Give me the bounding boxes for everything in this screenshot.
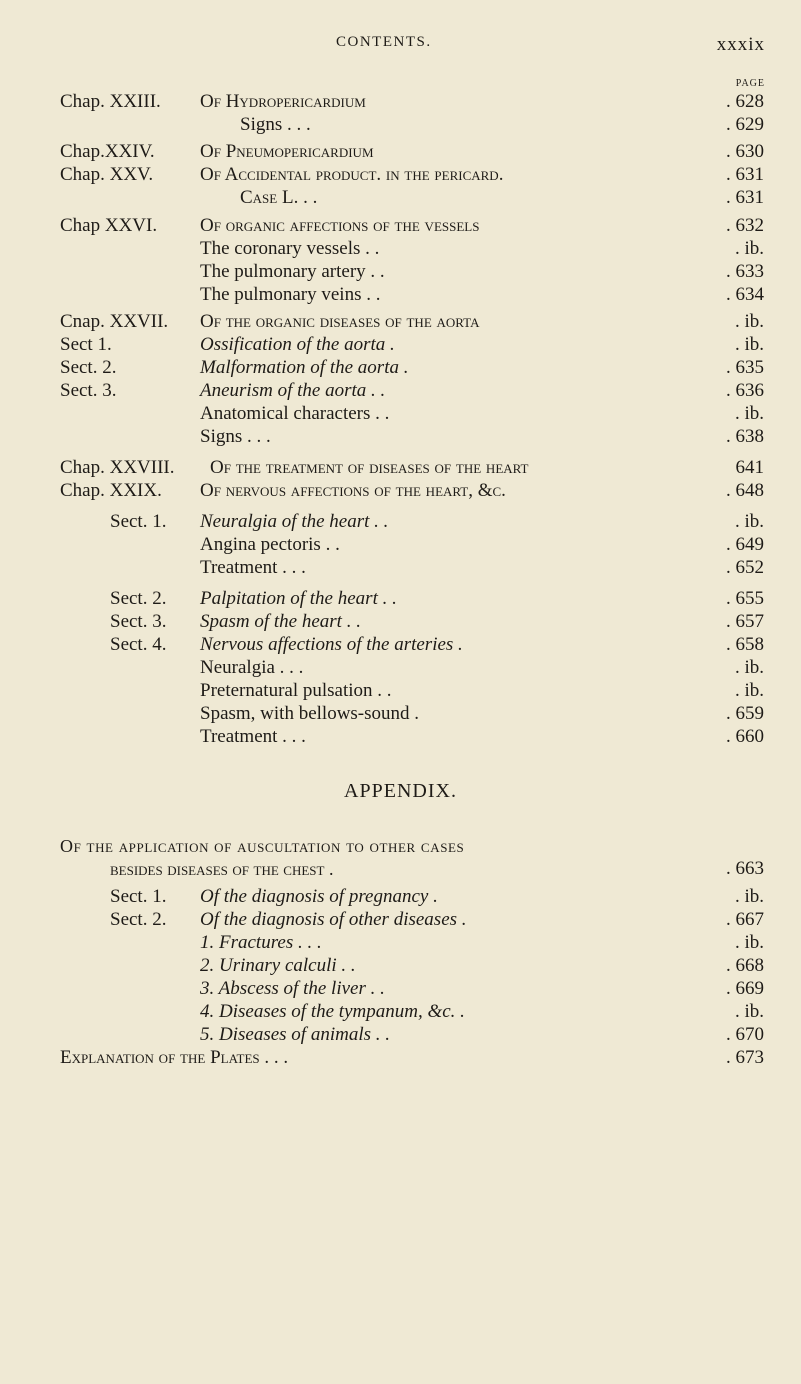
toc-entry	[0, 214, 801, 238]
entry-label: Sect. 2.	[110, 588, 167, 609]
entry-page: . ib.	[734, 886, 764, 907]
toc-entry	[0, 90, 801, 114]
toc-entry	[0, 237, 801, 261]
appendix-intro-line: Of the application of auscultation to other cases	[60, 836, 465, 856]
entry-page: . ib.	[734, 403, 764, 424]
toc-entry	[0, 402, 801, 426]
entry-page: . 667	[726, 909, 764, 930]
entry-title: Palpitation of the heart . .	[200, 588, 397, 609]
entry-title: Signs . . .	[240, 114, 311, 135]
entry-label: Sect 1.	[60, 334, 112, 355]
entry-title: Ossification of the aorta .	[200, 334, 395, 355]
toc-entry	[0, 679, 801, 703]
entry-page: . 633	[726, 261, 764, 282]
entry-title: Aneurism of the aorta . .	[200, 380, 386, 401]
entry-page: . ib.	[734, 657, 764, 678]
entry-title: Treatment . . .	[200, 726, 306, 747]
toc-entry	[0, 908, 801, 932]
toc-entry	[0, 113, 801, 137]
entry-label: Sect. 2.	[60, 357, 117, 378]
toc-entry	[0, 283, 801, 307]
entry-title: Of the diagnosis of pregnancy .	[200, 886, 438, 907]
entry-title: Neuralgia . . .	[200, 657, 304, 678]
entry-title: Of the organic diseases of the aorta	[200, 311, 480, 332]
appendix-heading: APPENDIX.	[344, 780, 457, 802]
entry-page: . 673	[726, 1047, 764, 1068]
entry-title: Of Pneumopericardium	[200, 141, 374, 162]
entry-label: Sect. 3.	[110, 611, 167, 632]
entry-page: . 635	[726, 357, 764, 378]
entry-page: . 631	[726, 164, 764, 185]
appendix-intro	[0, 857, 801, 881]
entry-title: Anatomical characters . .	[200, 403, 390, 424]
entry-page: . ib.	[734, 932, 764, 953]
toc-entry	[0, 556, 801, 580]
toc-entry	[0, 186, 801, 210]
entry-label: Sect. 4.	[110, 634, 167, 655]
entry-title: Explanation of the Plates . . .	[60, 1047, 289, 1068]
entry-page: 641	[735, 457, 764, 478]
entry-label: Chap.XXIV.	[60, 141, 155, 162]
toc-entry	[0, 163, 801, 187]
toc-entry	[0, 1046, 801, 1070]
entry-title: The coronary vessels . .	[200, 238, 380, 259]
entry-title: Spasm, with bellows-sound .	[200, 703, 420, 724]
entry-title: Of the treatment of diseases of the heart	[210, 457, 529, 478]
entry-title: Of organic affections of the vessels	[200, 215, 480, 236]
toc-entry	[0, 425, 801, 449]
entry-page: . 648	[726, 480, 764, 501]
toc-entry	[0, 533, 801, 557]
entry-label: Sect. 2.	[110, 909, 167, 930]
toc-entry	[0, 333, 801, 357]
entry-title: 1. Fractures . . .	[200, 932, 322, 953]
toc-entry	[0, 379, 801, 403]
entry-title: The pulmonary artery . .	[200, 261, 385, 282]
page-header	[0, 34, 801, 58]
toc-entry	[0, 954, 801, 978]
toc-entry	[0, 456, 801, 480]
entry-label: Cnap. XXVII.	[60, 311, 169, 332]
entry-page: . ib.	[734, 680, 764, 701]
toc-entry	[0, 260, 801, 284]
entry-title: 4. Diseases of the tympanum, &c. .	[200, 1001, 465, 1022]
entry-title: Angina pectoris . .	[200, 534, 340, 555]
toc-entry	[0, 356, 801, 380]
entry-page: . 655	[726, 588, 764, 609]
page-column-label: PAGE	[735, 78, 765, 89]
entry-page: . 632	[726, 215, 764, 236]
entry-page: . 629	[726, 114, 764, 135]
entry-title: Of Accidental product. in the pericard.	[200, 164, 504, 185]
entry-page: . ib.	[734, 311, 764, 332]
entry-title: 5. Diseases of animals . .	[200, 1024, 390, 1045]
toc-entry	[0, 725, 801, 749]
entry-label: Chap. XXVIII.	[60, 457, 175, 478]
toc-entry	[0, 140, 801, 164]
entry-page: . 649	[726, 534, 764, 555]
entry-page: . 630	[726, 141, 764, 162]
entry-title: Case L. . .	[240, 187, 318, 208]
toc-entry	[0, 1000, 801, 1024]
entry-page: . 670	[726, 1024, 764, 1045]
entry-label: Chap. XXIII.	[60, 91, 161, 112]
toc-entry	[0, 977, 801, 1001]
entry-label: Chap. XXV.	[60, 164, 154, 185]
entry-page: . 636	[726, 380, 764, 401]
entry-page: . 669	[726, 978, 764, 999]
toc-entry	[0, 885, 801, 909]
entry-title: Neuralgia of the heart . .	[200, 511, 389, 532]
appendix-intro-line: besides diseases of the chest .	[110, 859, 334, 879]
entry-title: Of Hydropericardium	[200, 91, 366, 112]
entry-title: 2. Urinary calculi . .	[200, 955, 356, 976]
entry-title: Treatment . . .	[200, 557, 306, 578]
entry-title: 3. Abscess of the liver . .	[200, 978, 385, 999]
toc-entry	[0, 656, 801, 680]
entry-label: Chap. XXIX.	[60, 480, 162, 501]
toc-entry	[0, 479, 801, 503]
toc-entry	[0, 702, 801, 726]
toc-entry	[0, 1023, 801, 1047]
entry-page: . ib.	[734, 334, 764, 355]
toc-entry	[0, 587, 801, 611]
toc-entry	[0, 510, 801, 534]
toc-entry	[0, 931, 801, 955]
entry-label: Sect. 1.	[110, 886, 167, 907]
toc-entry	[0, 633, 801, 657]
entry-title: Signs . . .	[200, 426, 271, 447]
entry-title: Nervous affections of the arteries .	[200, 634, 463, 655]
entry-page: . ib.	[734, 511, 764, 532]
entry-page: . 638	[726, 426, 764, 447]
entry-page: . 660	[726, 726, 764, 747]
entry-page: . 668	[726, 955, 764, 976]
entry-page: . 634	[726, 284, 764, 305]
entry-label: Chap XXVI.	[60, 215, 158, 236]
entry-label: Sect. 3.	[60, 380, 117, 401]
entry-title: Preternatural pulsation . .	[200, 680, 392, 701]
entry-label: Sect. 1.	[110, 511, 167, 532]
entry-title: Malformation of the aorta .	[200, 357, 409, 378]
entry-title: Spasm of the heart . .	[200, 611, 361, 632]
entry-page: . ib.	[734, 238, 764, 259]
entry-title: The pulmonary veins . .	[200, 284, 381, 305]
entry-page: . 663	[726, 858, 764, 879]
entry-page: . 658	[726, 634, 764, 655]
entry-page: . ib.	[734, 1001, 764, 1022]
entry-page: . 631	[726, 187, 764, 208]
folio-number: xxxix	[716, 34, 765, 55]
entry-page: . 628	[726, 91, 764, 112]
entry-page: . 659	[726, 703, 764, 724]
entry-title: Of nervous affections of the heart, &c.	[200, 480, 506, 501]
appendix-intro	[0, 834, 801, 858]
entry-page: . 657	[726, 611, 764, 632]
entry-title: Of the diagnosis of other diseases .	[200, 909, 467, 930]
toc-entry	[0, 310, 801, 334]
running-title: CONTENTS.	[336, 34, 432, 50]
toc-entry	[0, 610, 801, 634]
entry-page: . 652	[726, 557, 764, 578]
